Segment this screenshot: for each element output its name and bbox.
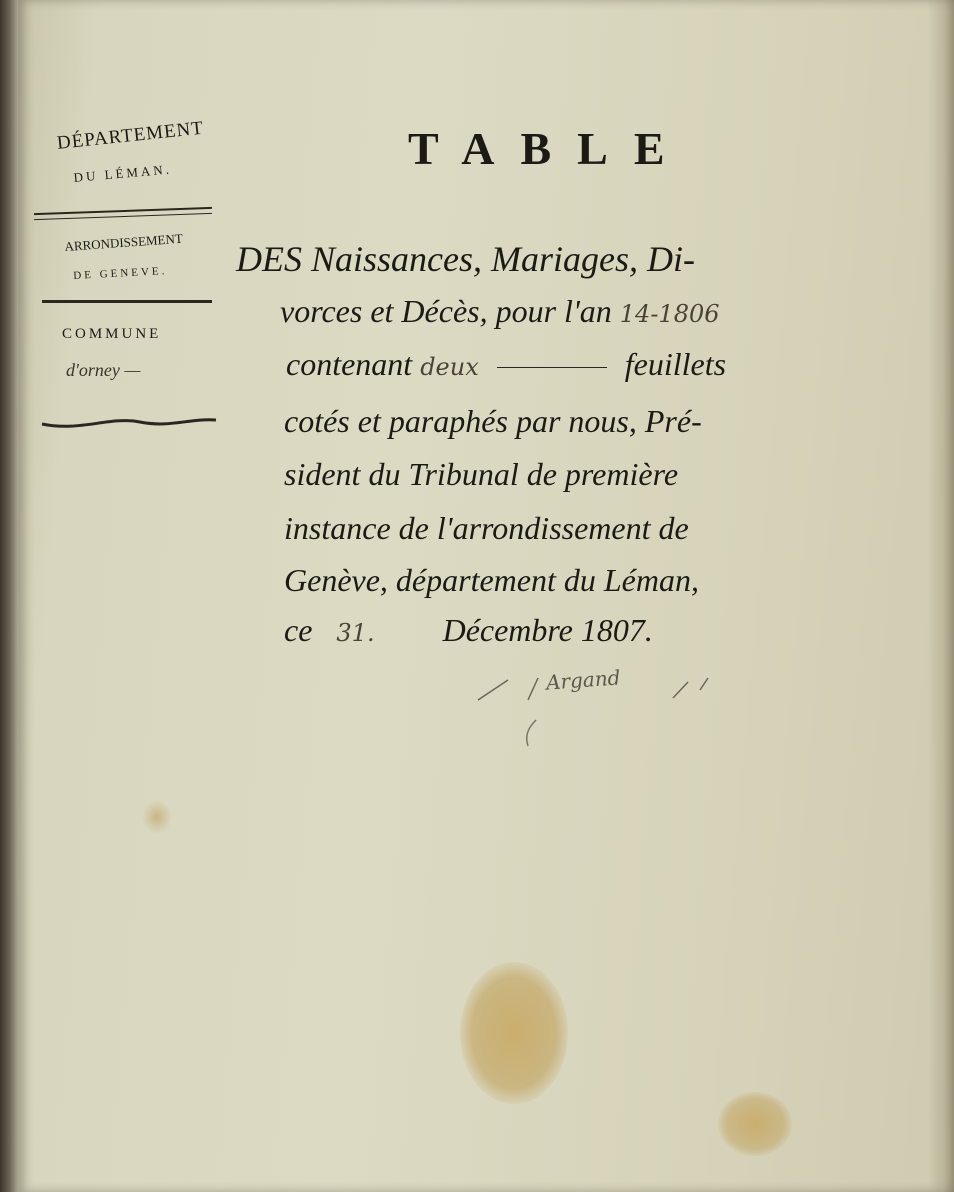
signature-name: Argand (545, 665, 622, 695)
body-line-8-text-b: Décembre 1807. (442, 612, 653, 648)
count-handwritten: deux (420, 353, 479, 381)
department-heading: DÉPARTEMENT (56, 117, 205, 154)
body-line-8-text-a: ce (284, 612, 313, 648)
body-line-1: DES Naissances, Mariages, Di- (236, 239, 695, 279)
body-line-3-text-a: contenant (286, 346, 413, 382)
body-line-4: cotés et paraphés par nous, Pré- (284, 403, 702, 439)
year-handwritten: 14-1806 (619, 300, 720, 328)
body-line-7: Genève, département du Léman, (284, 562, 699, 598)
page-right-edge (928, 0, 954, 1192)
body-line-3-text-b: feuillets (624, 346, 727, 382)
commune-heading: COMMUNE (62, 326, 162, 342)
arrondissement-name: DE GENEVE. (73, 265, 168, 282)
stain-small (718, 1092, 792, 1156)
header-flourish (40, 410, 220, 434)
page-title: TABLE (408, 123, 691, 174)
body-line-2 (280, 293, 720, 330)
body-line-2-text: vorces et Décès, pour l'an (280, 293, 612, 329)
header-rule-3 (42, 300, 212, 303)
stain-large (460, 962, 568, 1104)
day-handwritten: 31. (336, 619, 375, 647)
signature (468, 660, 728, 760)
commune-handwritten: d'orney — (66, 360, 141, 380)
book-binding-edge (0, 0, 20, 1192)
body-line-6: instance de l'arrondissement de (284, 510, 689, 546)
body-line-5: sident du Tribunal de première (284, 456, 679, 492)
document-page (18, 0, 954, 1192)
body-line-8 (284, 612, 653, 649)
body-line-3 (286, 346, 726, 383)
body-line-3-dash (497, 367, 607, 368)
stain-spot (142, 800, 172, 834)
department-name: DU LÉMAN. (73, 161, 173, 185)
arrondissement-heading: ARRONDISSEMENT (64, 230, 184, 254)
